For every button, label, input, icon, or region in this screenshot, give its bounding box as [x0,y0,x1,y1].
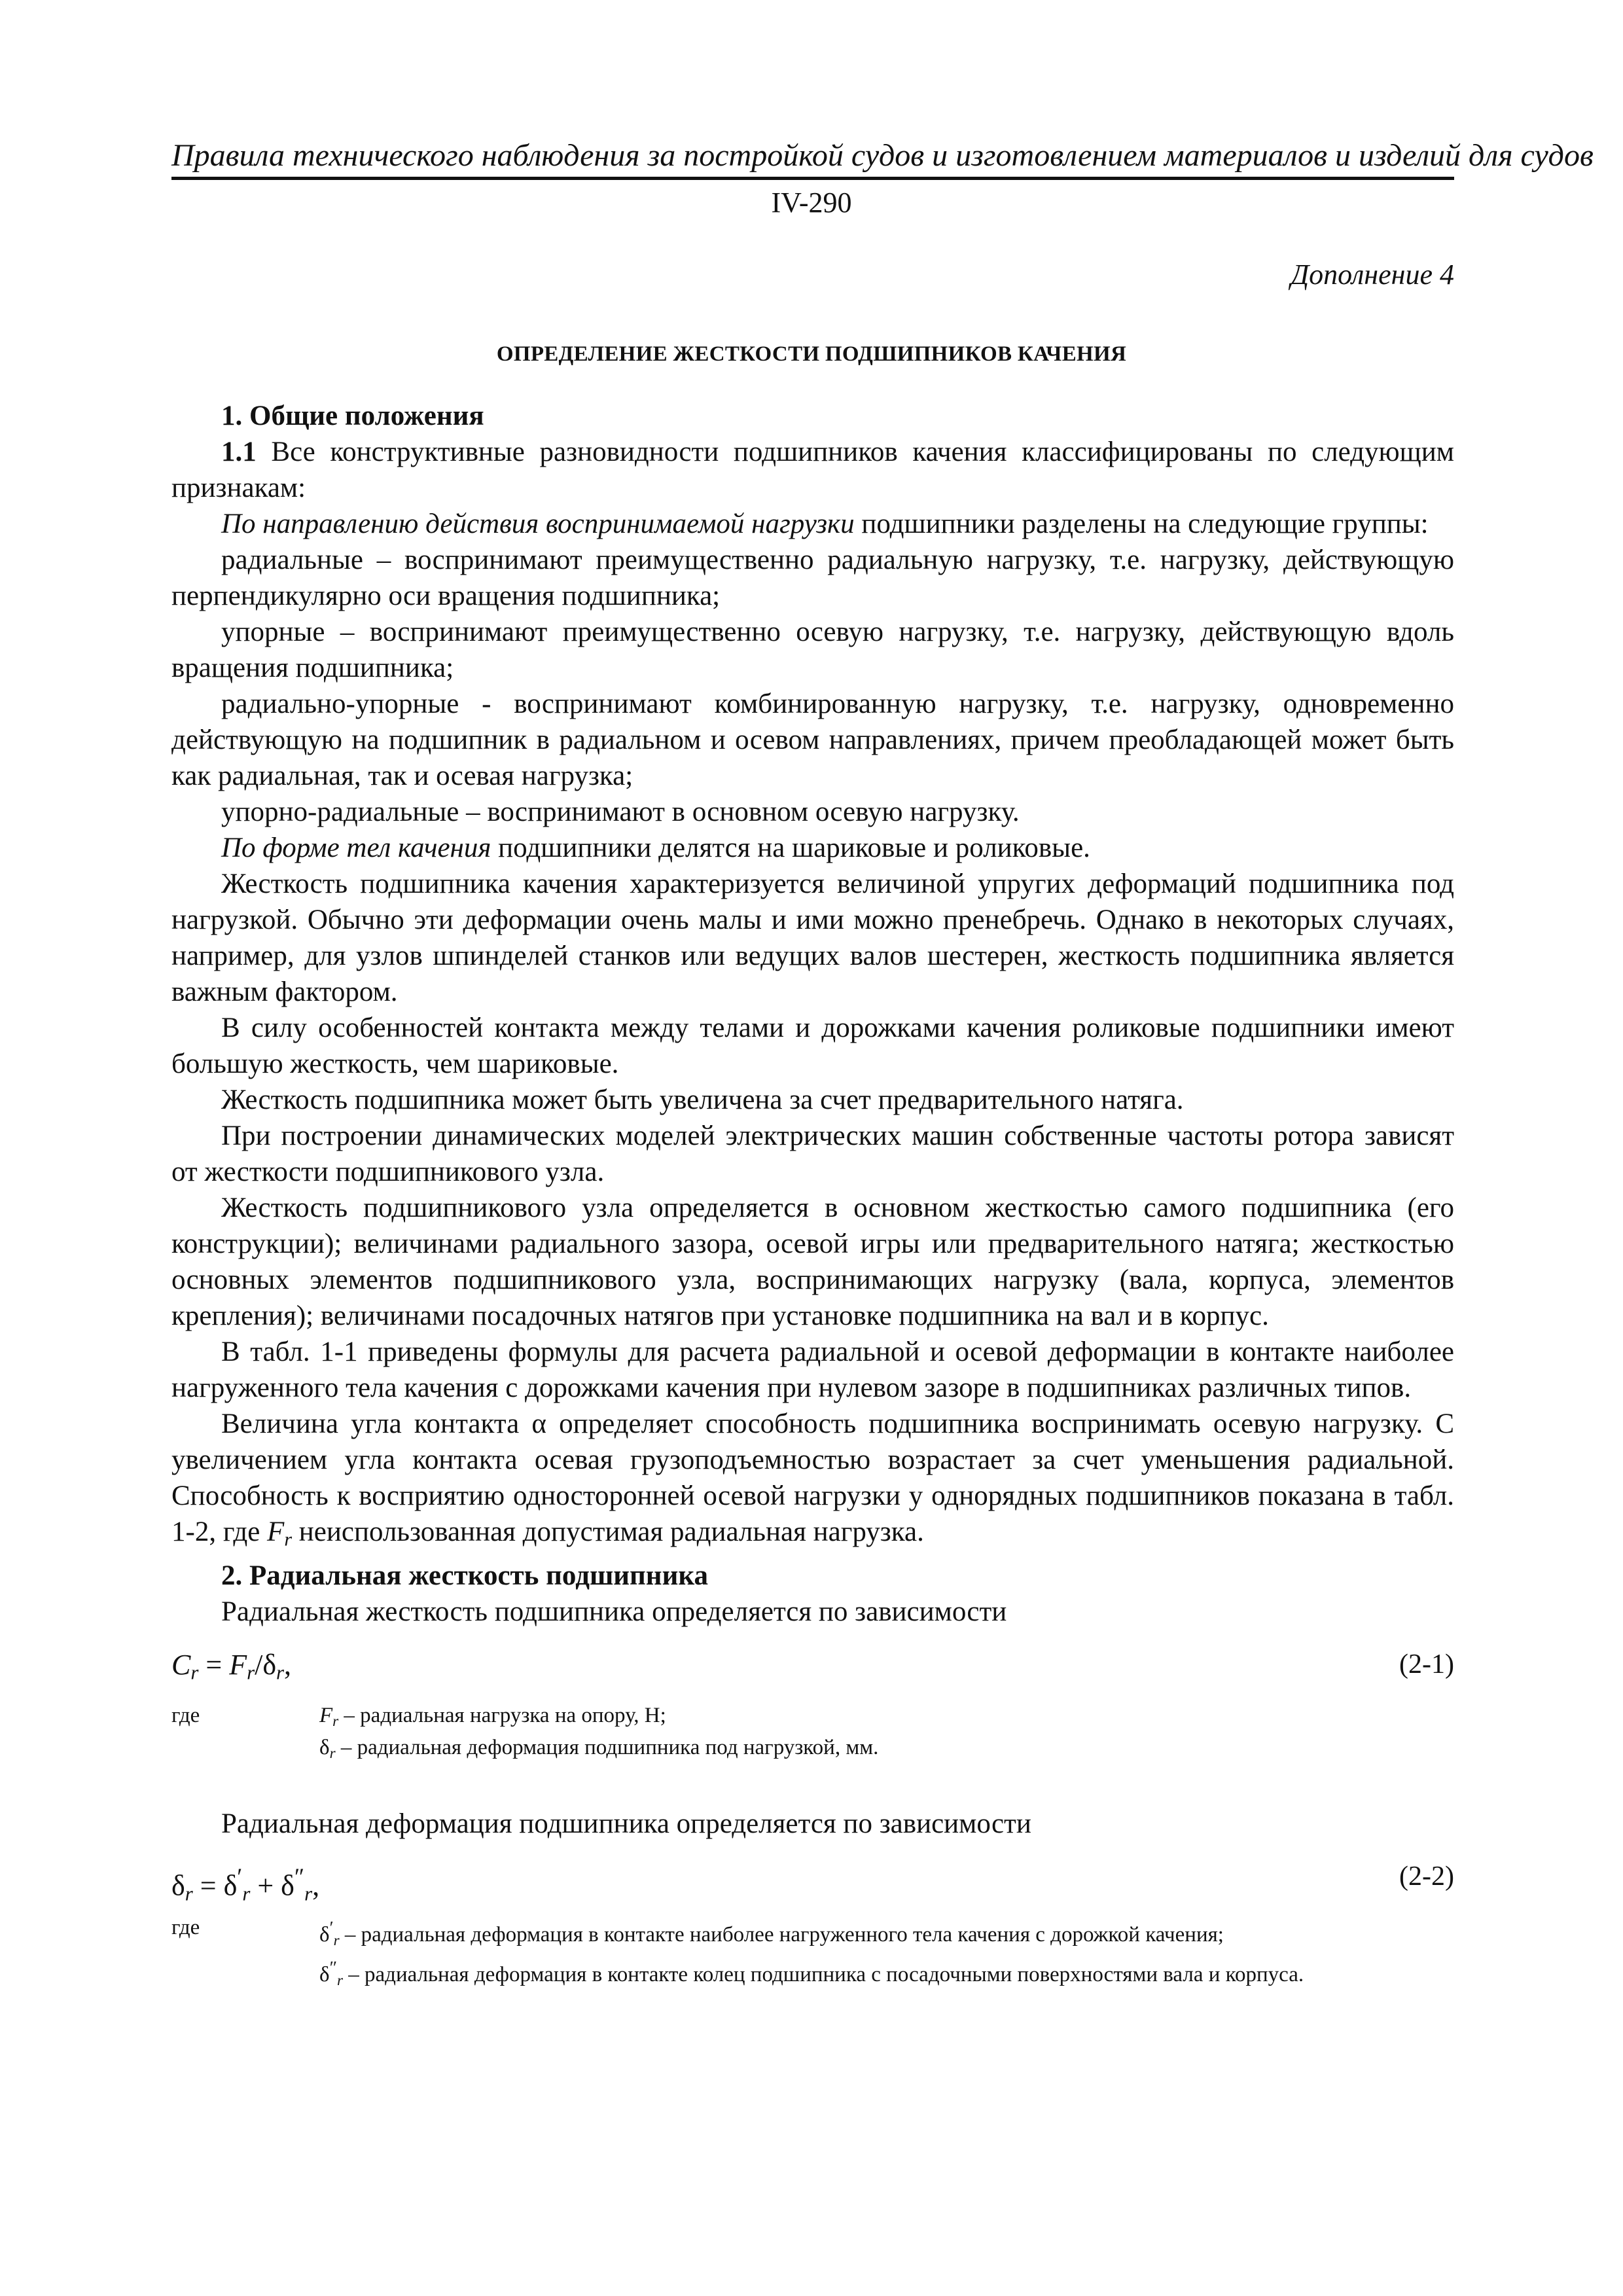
paragraph-stiffness-definition: Жесткость подшипника качения характеризуется величиной упругих деформаций подшипника под нагрузкой. Обычно эти деформации очень малы и ими можно пренебречь. Однако в некоторых случаях, например, для узлов шпинделей станков или ведущих валов шестерен, жесткость подшипника является важным фактором. [171,869,1454,1007]
where-label: где [171,1916,200,1940]
paragraph-rolling-body-shape: По форме тел качения подшипники делятся на шариковые и роликовые. [221,833,1090,863]
running-header: Правила технического наблюдения за постройкой судов и изготовлением материалов и изделий для судов [171,138,1594,173]
definition-delta-r-prime: $\delta'_r$ – радиальная деформация в контакте наиболее нагруженного тела качения с дорожкой качения; [319,1917,1224,1948]
equation-2-2 [171,1859,1454,1905]
header-rule [171,177,1454,180]
paragraph-roller-stiffness: В силу особенностей контакта между телами и дорожками качения роликовые подшипники имеют большую жесткость, чем шариковые. [171,1013,1454,1079]
section2-intro-2: Радиальная деформация подшипника определяется по зависимости [221,1808,1031,1840]
document-title: ОПРЕДЕЛЕНИЕ ЖЕСТКОСТИ ПОДШИПНИКОВ КАЧЕНИЯ [496,342,1127,366]
paragraph-contact-angle: Величина угла контакта α определяет способность подшипника воспринимать осевую нагрузку. С увеличением угла контакта осевая грузоподъемностью возрастает за счет уменьшения радиальной. Способность к восприятию односторонней осевой нагрузки у однорядных подшипников показана в табл. 1-2, где $F_r$ неиспользованная допустимая радиальная нагрузка. [171,1408,1454,1551]
where-label: где [171,1703,200,1727]
paragraph-dynamic-models: При построении динамических моделей электрических машин собственные частоты ротора зависят от жесткости подшипникового узла. [171,1121,1454,1187]
equation-number-2-2: (2-2) [1399,1861,1454,1892]
paragraph-preload: Жесткость подшипника может быть увеличена за счет предварительного натяга. [221,1085,1184,1115]
paragraph-load-direction: По направлению действия воспринимаемой нагрузки подшипники разделены на следующие группы: [221,509,1429,539]
paragraph-thrust: упорные – воспринимают преимущественно осевую нагрузку, т.е. нагрузку, действующую вдоль вращения подшипника; [171,617,1454,683]
equation-number-2-1: (2-1) [1399,1649,1454,1679]
equation-2-1 [171,1647,1454,1686]
formula-2-2: $\delta_r = \delta'_r + \delta''_r$, [171,1863,320,1905]
definition-fr: $F_r$ – радиальная нагрузка на опору, Н; [319,1703,666,1729]
where-block-2-2 [171,1914,1454,1994]
where-block-2-1 [171,1702,1454,1767]
paragraph-1-1: 1.1 Все конструктивные разновидности подшипников качения классифицированы по следующим признакам: [171,437,1455,503]
section1-heading: 1. Общие положения [221,401,484,431]
paragraph-table-1-1: В табл. 1-1 приведены формулы для расчета радиальной и осевой деформации в контакте наиболее нагруженного тела качения с дорожками качения при нулевом зазоре в подшипниках различных типов. [171,1336,1454,1403]
document-body [171,398,1454,1994]
appendix-label: Дополнение 4 [1291,259,1454,291]
paragraph-angular-contact: радиально-упорные - воспринимают комбинированную нагрузку, т.е. нагрузку, одновременно действующую на подшипник в радиальном и осевом направлениях, причем преобладающей может быть как радиальная, так и осевая нагрузка; [171,689,1454,791]
definition-delta-r-double-prime: $\delta''_r$ – радиальная деформация в контакте колец подшипника с посадочными поверхностями вала и корпуса. [319,1956,1304,1988]
section2-heading: 2. Радиальная жесткость подшипника [221,1560,708,1591]
page-number: IV-290 [771,187,852,219]
spacer [171,1767,1454,1806]
paragraph-radial: радиальные – воспринимают преимущественно радиальную нагрузку, т.е. нагрузку, действующую перпендикулярно оси вращения подшипника; [171,545,1454,611]
paragraph-assembly-stiffness: Жесткость подшипникового узла определяется в основном жесткостью самого подшипника (его конструкции); величинами радиального зазора, осевой игры или предварительного натяга; жесткостью основных элементов подшипникового узла, воспринимающих нагрузку (вала, корпуса, элементов крепления); величинами посадочных натягов при установке подшипника на вал и в корпус. [171,1193,1454,1331]
paragraph-thrust-radial: упорно-радиальные – воспринимают в основном осевую нагрузку. [221,797,1020,827]
formula-2-1: $C_r = F_r/\delta_r$, [171,1648,292,1684]
section2-intro-1: Радиальная жесткость подшипника определяется по зависимости [221,1596,1007,1627]
definition-delta-r: $\delta_r$ – радиальная деформация подшипника под нагрузкой, мм. [319,1736,879,1762]
